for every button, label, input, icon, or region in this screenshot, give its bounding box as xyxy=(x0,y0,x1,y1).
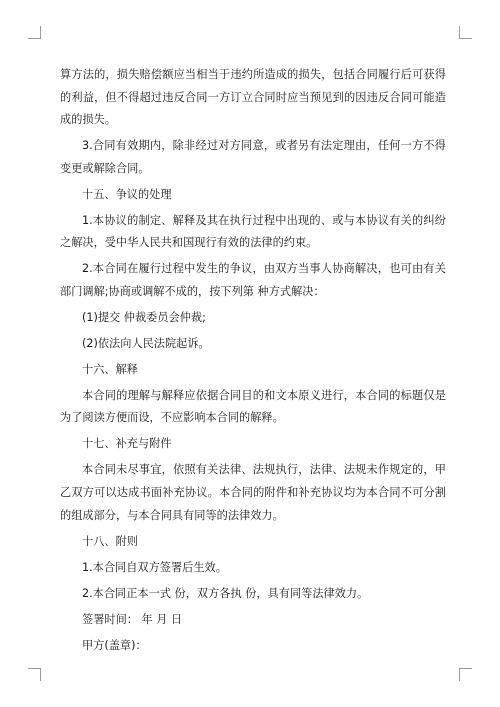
paragraph-clause: 1.本协议的制定、解释及其在执行过程中出现的、或与本协议有关的纠纷之解决，受中华人民共和国现行有效的法律的约束。 xyxy=(60,213,446,250)
list-item: (1)提交 仲裁委员会仲裁; xyxy=(82,310,206,324)
section-heading-17: 十七、补充与附件 xyxy=(82,437,172,451)
section-heading-18: 十八、附则 xyxy=(82,534,138,548)
paragraph-continuation: 算方法的，损失赔偿额应当相当于违约所造成的损失，包括合同履行后可获得的利益，但不得超过违反合同一方订立合同时应当预见到的因违反合同可能造成的损失。 xyxy=(60,68,446,127)
section-heading-16: 十六、解释 xyxy=(82,362,138,376)
paragraph-clause: 本合同未尽事宜，依照有关法律、法规执行，法律、法规未作规定的，甲乙双方可以达成书面补充协议。本合同的附件和补充协议均为本合同不可分割的组成部分，与本合同具有同等的法律效力。 xyxy=(60,463,446,522)
crop-mark-top-right xyxy=(459,26,472,39)
crop-mark-top-left xyxy=(28,26,41,39)
section-heading-15: 十五、争议的处理 xyxy=(82,187,172,201)
paragraph-clause: 2.本合同在履行过程中发生的争议，由双方当事人协商解决，也可由有关部门调解;协商或调解不成的，按下列第 种方式解决： xyxy=(60,262,446,298)
paragraph-clause: 1.本合同自双方签署后生效。 xyxy=(82,560,227,574)
paragraph-clause: 本合同的理解与解释应依据合同目的和文本原义进行，本合同的标题仅是为了阅读方便而设，不应影响本合同的解释。 xyxy=(60,388,446,425)
paragraph-clause-3: 3.合同有效期内，除非经过对方同意，或者另有法定理由，任何一方不得变更或解除合同。 xyxy=(60,139,446,175)
list-item: (2)依法向人民法院起诉。 xyxy=(82,336,210,350)
crop-mark-bottom-right xyxy=(459,668,472,681)
signature-date-line: 签署时间： 年 月 日 xyxy=(82,612,183,626)
crop-mark-bottom-left xyxy=(28,668,41,681)
paragraph-clause: 2.本合同正本一式 份，双方各执 份，具有同等法律效力。 xyxy=(82,586,369,600)
party-a-seal-line: 甲方(盖章)： xyxy=(82,638,147,652)
document-body xyxy=(60,64,446,661)
